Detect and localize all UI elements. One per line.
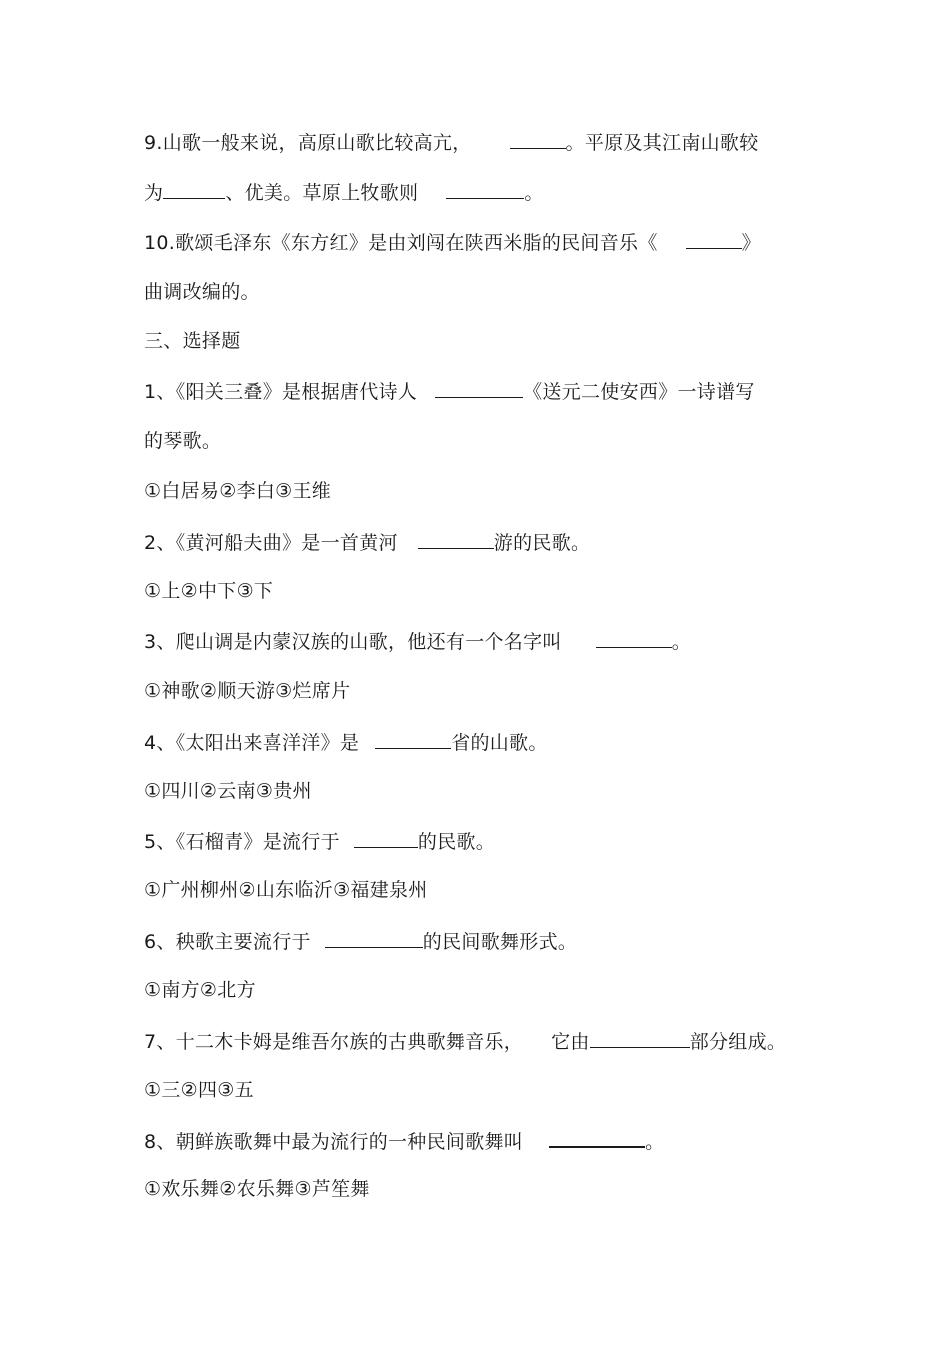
q9-line-1 bbox=[144, 130, 759, 155]
choice-q1-blank[interactable] bbox=[435, 379, 523, 398]
choice-q2-text-b: 游的民歌。 bbox=[493, 532, 591, 554]
choice-q8-options-text: ①欢乐舞②农乐舞③芦笙舞 bbox=[144, 1178, 370, 1200]
q10-text-a: 10.歌颂毛泽东《东方红》是由刘闯在陕西米脂的民间音乐《 bbox=[144, 232, 658, 254]
q10-text-b: 》 bbox=[741, 232, 761, 254]
choice-q8-options bbox=[144, 1177, 370, 1201]
choice-q3-text-a: 3、爬山调是内蒙汉族的山歌，他还有一个名字叫 bbox=[144, 631, 562, 653]
choice-q7-text-b: 它由 bbox=[551, 1031, 590, 1053]
choice-q7-blank[interactable] bbox=[590, 1029, 690, 1048]
choice-q3-line bbox=[144, 629, 691, 654]
choice-q2-options bbox=[144, 579, 273, 603]
choice-q4-options-text: ①四川②云南③贵州 bbox=[144, 780, 312, 802]
q9-text-e: 。 bbox=[524, 182, 544, 204]
choice-q4-options bbox=[144, 779, 312, 803]
choice-q5-text-a: 5、《石榴青》是流行于 bbox=[144, 831, 340, 853]
choice-q6-text-b: 的民间歌舞形式。 bbox=[422, 931, 578, 953]
q9-blank-2[interactable] bbox=[163, 180, 225, 199]
choice-q6-options-text: ①南方②北方 bbox=[144, 979, 256, 1001]
choice-q8-text-a: 8、朝鲜族歌舞中最为流行的一种民间歌舞叫 bbox=[144, 1131, 524, 1153]
choice-q1-text-c: 的琴歌。 bbox=[144, 430, 222, 452]
choice-q4-text-b: 省的山歌。 bbox=[451, 732, 548, 754]
choice-q1-options-text: ①白居易②李白③王维 bbox=[144, 480, 332, 502]
choice-q1-line-1 bbox=[144, 379, 755, 404]
choice-q2-text-a: 2、《黄河船夫曲》是一首黄河 bbox=[144, 532, 398, 554]
choice-q5-options bbox=[144, 878, 428, 902]
choice-q6-line bbox=[144, 929, 577, 954]
choice-q4-text-a: 4、《太阳出来喜洋洋》是 bbox=[144, 732, 360, 754]
choice-q3-options-text: ①神歌②顺天游③烂席片 bbox=[144, 680, 351, 702]
choice-q1-text-a: 1、《阳关三叠》是根据唐代诗人 bbox=[144, 381, 418, 403]
choice-q2-blank[interactable] bbox=[418, 530, 494, 549]
q9-text-a: 9.山歌一般来说，高原山歌比较高亢， bbox=[144, 132, 472, 154]
section-heading-text: 三、选择题 bbox=[144, 330, 241, 352]
choice-q2-options-text: ①上②中下③下 bbox=[144, 580, 274, 602]
q10-blank[interactable] bbox=[686, 230, 742, 249]
choice-q7-text-a: 7、十二木卡姆是维吾尔族的古典歌舞音乐， bbox=[144, 1031, 524, 1053]
choice-q5-blank[interactable] bbox=[354, 829, 418, 848]
choice-q6-text-a: 6、秧歌主要流行于 bbox=[144, 931, 311, 953]
q9-text-c: 为 bbox=[144, 182, 164, 204]
choice-q3-options bbox=[144, 679, 350, 703]
choice-q5-options-text: ①广州柳州②山东临沂③福建泉州 bbox=[144, 879, 428, 901]
choice-q5-text-b: 的民歌。 bbox=[417, 831, 496, 853]
choice-q8-text-b: 。 bbox=[645, 1131, 665, 1153]
choice-q4-line bbox=[144, 730, 548, 755]
choice-q7-text-c: 部分组成。 bbox=[689, 1031, 787, 1053]
choice-q7-options bbox=[144, 1078, 254, 1102]
q9-text-b: 。平原及其江南山歌较 bbox=[565, 132, 759, 154]
choice-q5-line bbox=[144, 829, 495, 854]
choice-q6-blank[interactable] bbox=[325, 929, 423, 948]
choice-q1-text-b: 《送元二使安西》一诗谱写 bbox=[523, 381, 755, 403]
choice-q3-blank[interactable] bbox=[596, 629, 672, 648]
choice-q6-options bbox=[144, 978, 256, 1002]
q9-blank-1[interactable] bbox=[510, 130, 566, 149]
q9-text-d: 、优美。草原上牧歌则 bbox=[225, 182, 419, 204]
choice-q1-line-2 bbox=[144, 429, 221, 453]
choice-q2-line bbox=[144, 530, 590, 555]
section-heading bbox=[144, 329, 241, 353]
choice-q7-options-text: ①三②四③五 bbox=[144, 1079, 254, 1101]
choice-q8-line bbox=[144, 1128, 664, 1154]
choice-q8-blank[interactable] bbox=[549, 1128, 645, 1148]
q10-line-2 bbox=[144, 280, 260, 304]
q9-line-2 bbox=[144, 180, 544, 205]
choice-q7-line bbox=[144, 1029, 786, 1054]
q10-line-1 bbox=[144, 230, 761, 255]
choice-q1-options bbox=[144, 479, 331, 503]
q10-text-c: 曲调改编的。 bbox=[144, 281, 260, 303]
choice-q3-text-b: 。 bbox=[671, 631, 692, 653]
choice-q4-blank[interactable] bbox=[375, 730, 451, 749]
q9-blank-3[interactable] bbox=[446, 180, 524, 199]
